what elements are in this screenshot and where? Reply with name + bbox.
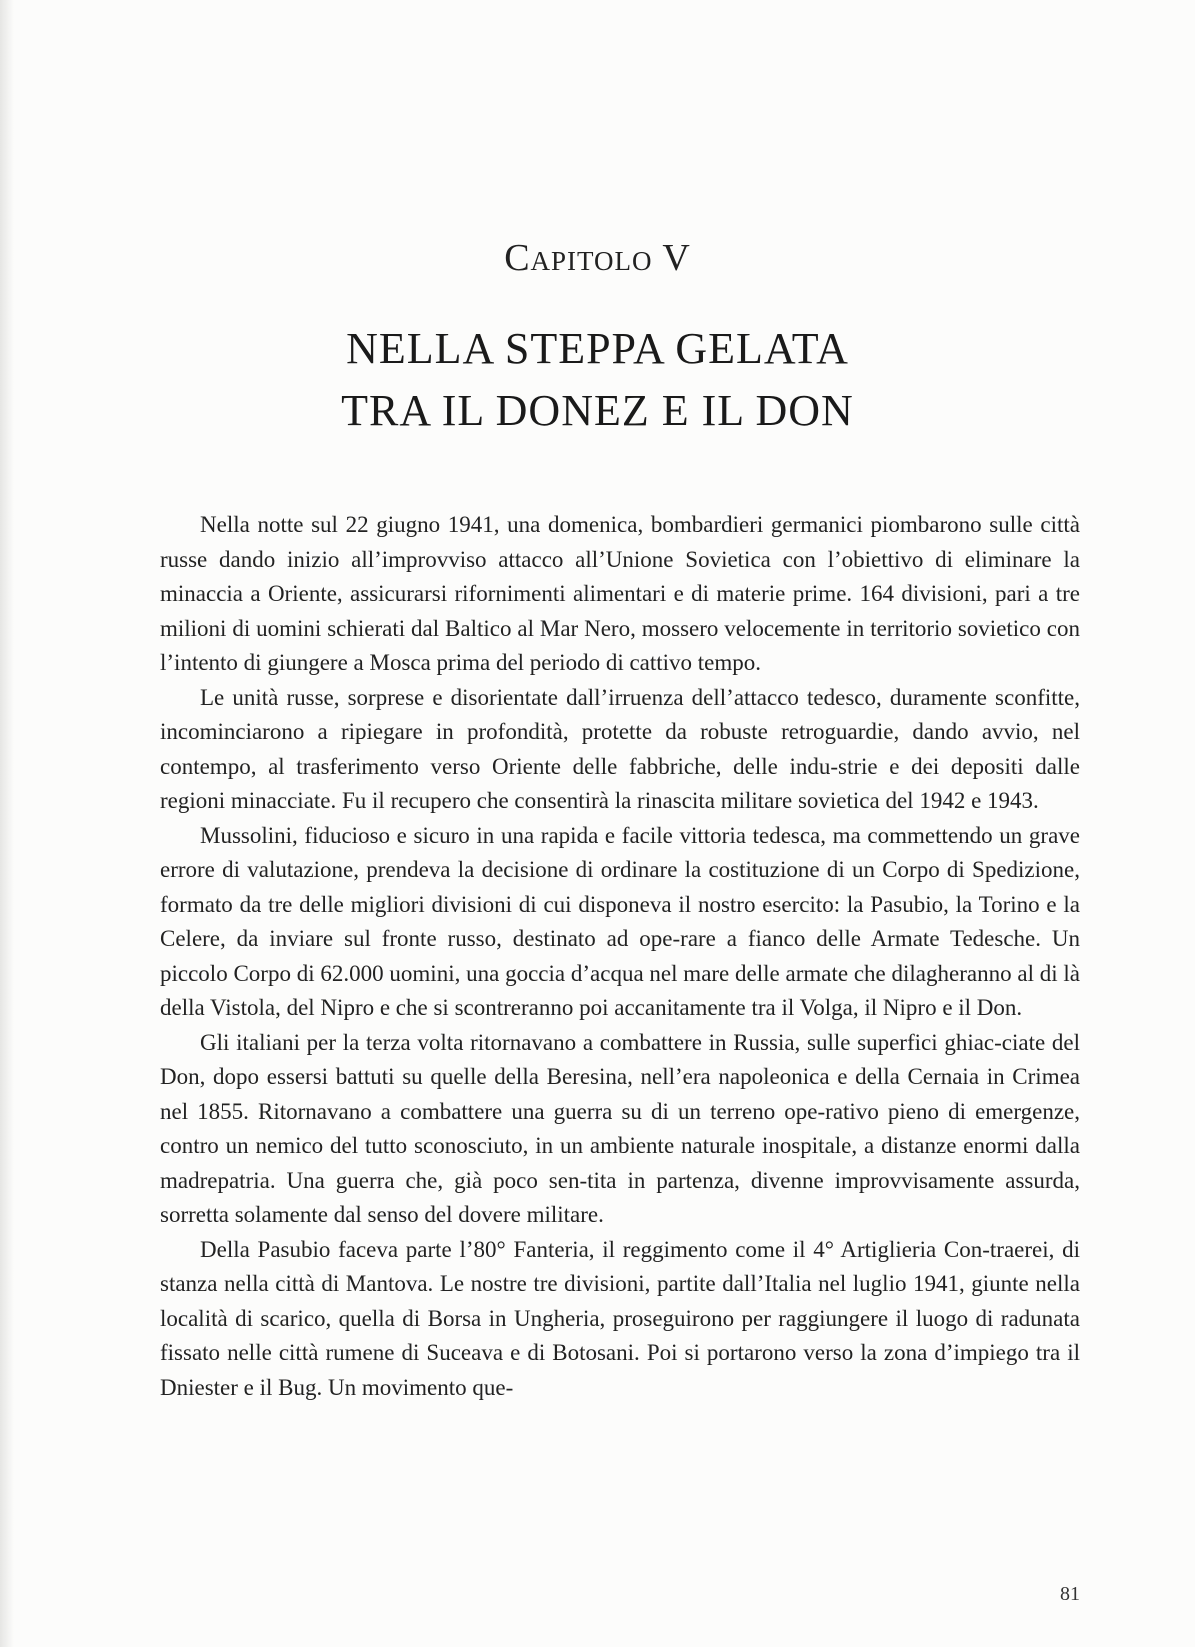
paragraph: Mussolini, fiducioso e sicuro in una rapida e facile vittoria tedesca, ma commettendo un grave errore di valutazione, prendeva la decisione di ordinare la costituzione di un Corpo di Spedizione, formato da tre delle migliori divisioni di cui disponeva il nostro esercito: la Pasubio, la Torino e la Celere, da inviare sul fronte russo, destinato ad ope-rare a fianco delle Armate Tedesche. Un piccolo Corpo di 62.000 uomini, una goccia d’acqua nel mare delle armate che dilagheranno al di là della Vistola, del Nipro e che si scontreranno poi accanitamente tra il Volga, il Nipro e il Don. [160, 822, 1080, 1020]
paragraph: Della Pasubio faceva parte l’80° Fanteria, il reggimento come il 4° Artiglieria Con-traerei, di stanza nella città di Mantova. Le nostre tre divisioni, partite dall’Italia nel luglio 1941, giunte nella località di scarico, quella di Borsa in Ungheria, proseguirono per raggiungere il luogo di radunata fissato nelle città rumene di Suceava e di Botosani. Poi si portarono verso la zona d’impiego tra il Dniester e il Bug. Un movimento que- [160, 1236, 1080, 1400]
chapter-title-line-1: NELLA STEPPA GELATA [346, 324, 849, 373]
paragraph: Le unità russe, sorprese e disorientate dall’irruenza dell’attacco tedesco, duramente sconfitte, incominciarono a ripiegare in profondità, protette da robuste retroguardie, dando avvio, nel contempo, al trasferimento verso Oriente delle fabbriche, delle indu-strie e dei depositi dalle regioni minacciate. Fu il recupero che consentirà la rinascita militare sovietica del 1942 e 1943. [160, 684, 1080, 813]
paragraph: Gli italiani per la terza volta ritornavano a combattere in Russia, sulle superfici ghiac-ciate del Don, dopo essersi battuti su quelle della Beresina, nell’era napoleonica e della Cernaia in Crimea nel 1855. Ritornavano a combattere una guerra su di un terreno ope-rativo pieno di emergenze, contro un nemico del tutto sconosciuto, in un ambiente naturale inospitale, a distanze enormi dalla madrepatria. Una guerra che, già poco sen-tita in partenza, divenne improvvisamente assurda, sorretta solamente dal senso del dovere militare. [160, 1029, 1080, 1227]
chapter-label: Capitolo V [504, 237, 691, 279]
chapter-title [0, 318, 1195, 442]
body-text [160, 508, 1080, 1405]
paragraph: Nella notte sul 22 giugno 1941, una domenica, bombardieri germanici piombarono sulle città russe dando inizio all’improvviso attacco all’Unione Sovietica con l’obiettivo di eliminare la minaccia a Oriente, assicurarsi rifornimenti alimentari e di materie prime. 164 divisioni, pari a tre milioni di uomini schierati dal Baltico al Mar Nero, mossero velocemente in territorio sovietico con l’intento di giungere a Mosca prima del periodo di cattivo tempo. [160, 512, 1080, 675]
page-number: 81 [1060, 1583, 1080, 1605]
chapter-title-line-2: TRA IL DONEZ E IL DON [341, 386, 854, 435]
